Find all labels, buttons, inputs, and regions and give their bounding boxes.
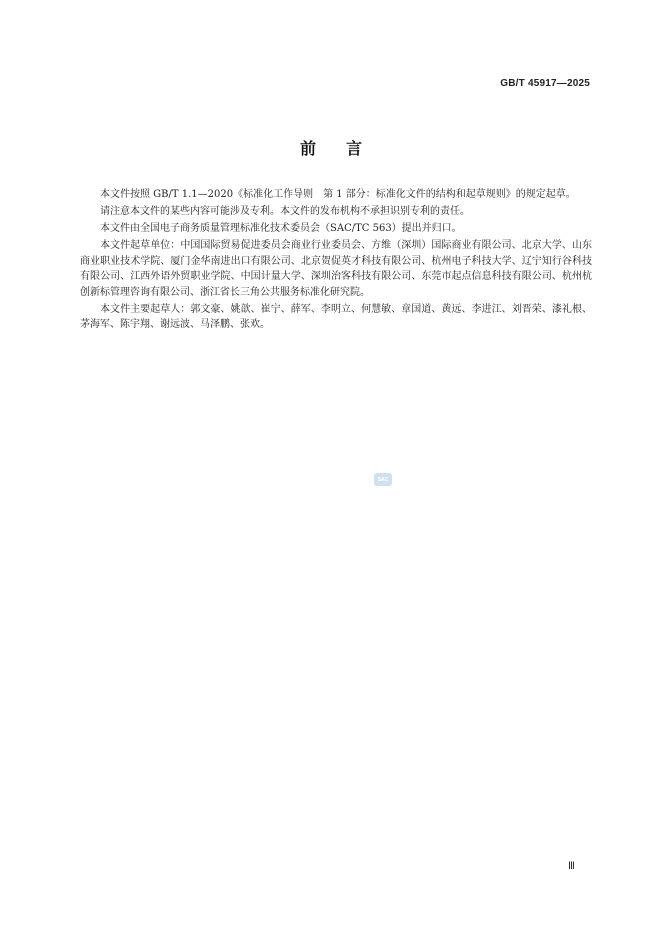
- page-number: Ⅲ: [568, 861, 575, 872]
- paragraph-patent-notice: 请注意本文件的某些内容可能涉及专利。本文件的发布机构不承担识别专利的责任。: [100, 206, 470, 217]
- paragraph-drafting-rules: 本文件按照 GB/T 1.1—2020《标准化工作导则 第 1 部分：标准化文件的结构和起草规则》的规定起草。: [100, 189, 576, 200]
- paragraph-proposer: 本文件由全国电子商务质量管理标准化技术委员会（SAC/TC 563）提出并归口。: [100, 223, 462, 234]
- page-title: 前言: [299, 139, 392, 158]
- standard-number: GB/T 45917—2025: [500, 78, 590, 89]
- paragraph-drafting-units: 本文件起草单位：中国国际贸易促进委员会商业行业委员会、方维（深圳）国际商业有限公司、北京大学、山东商业职业技术学院、厦门金华南进出口有限公司、北京贺促英才科技有限公司、杭州电子科技大学、辽宁知行谷科技有限公司、江西外语外贸职业学院、中国计量大学、深圳治客科技有限公司、东莞市起点信息科技有限公司、杭州杭创新标管理咨询有限公司、浙江省长三角公共服务标准化研究院。: [80, 240, 592, 298]
- paragraph-main-drafters: 本文件主要起草人：郭文豪、姚歆、崔宁、薛军、李明立、何慧敏、章国道、黄远、李进江、刘晋荣、漆礼根、茅海军、陈宇翔、谢远波、马泽鹏、张欢。: [80, 303, 592, 330]
- sac-watermark-logo: [374, 473, 392, 486]
- foreword-body: [80, 187, 592, 334]
- watermark-text: SAC: [377, 476, 389, 483]
